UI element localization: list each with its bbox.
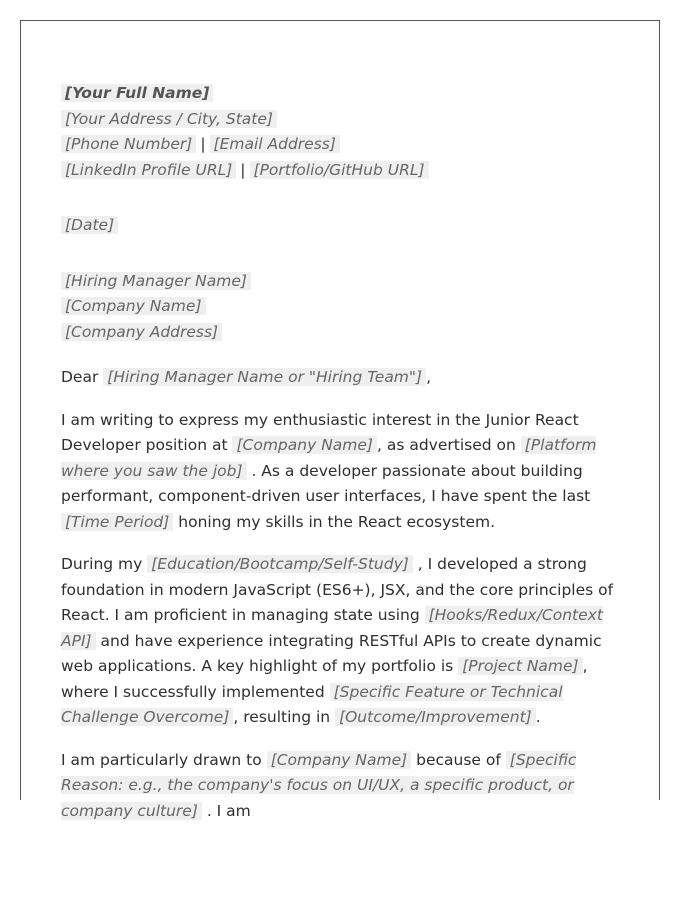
text-run: , where I successfully implemented xyxy=(61,657,588,701)
salutation-suffix: , xyxy=(426,368,432,386)
salutation-name-placeholder[interactable]: [Hiring Manager Name or "Hiring Team"] xyxy=(103,368,426,386)
phone-placeholder[interactable]: [Phone Number] xyxy=(61,135,196,153)
paragraph-experience xyxy=(61,552,619,731)
state-management-placeholder[interactable]: [Hooks/Redux/Context API] xyxy=(61,606,603,650)
spacer xyxy=(61,345,619,365)
date-placeholder[interactable]: [Date] xyxy=(61,216,118,234)
education-placeholder[interactable]: [Education/Bootcamp/Self-Study] xyxy=(147,555,413,573)
text-run: I am particularly drawn to xyxy=(61,750,262,769)
text-run: . I am xyxy=(206,801,251,820)
company-name-placeholder[interactable]: [Company Name] xyxy=(232,436,377,454)
email-placeholder[interactable]: [Email Address] xyxy=(210,135,340,153)
text-run: , resulting in xyxy=(233,708,331,726)
outcome-placeholder[interactable]: [Outcome/Improvement] xyxy=(335,708,536,726)
spacer xyxy=(61,239,619,269)
document-page xyxy=(20,20,660,820)
time-period-placeholder[interactable]: [Time Period] xyxy=(61,513,173,531)
full-name-placeholder[interactable]: [Your Full Name] xyxy=(61,84,213,102)
reason-placeholder[interactable]: [Specific Reason: e.g., the company's focus on UI/UX, a specific product, or company culture] xyxy=(61,750,577,820)
company-name-placeholder[interactable]: [Company Name] xyxy=(61,297,206,315)
feature-placeholder[interactable]: [Specific Feature or Technical Challenge Overcome] xyxy=(61,682,563,726)
address-placeholder[interactable]: [Your Address / City, State] xyxy=(61,110,277,128)
text-run: honing my skills in the React ecosystem. xyxy=(178,512,496,531)
text-run: and have experience integrating RESTful APIs to create dynamic web applications. A key highlight of my portfolio is xyxy=(61,631,602,675)
text-run: , I developed a strong foundation in modern JavaScript (ES6+), JSX, and the core principles of React. I am proficient in managing state using xyxy=(61,555,614,624)
cover-letter-body xyxy=(61,81,619,841)
company-name-placeholder[interactable]: [Company Name] xyxy=(267,751,412,769)
text-run: . As a developer passionate about building performant, component-driven user interfaces, I have spent the last xyxy=(61,461,591,505)
salutation xyxy=(61,365,619,391)
text-run: During my xyxy=(61,555,143,573)
recipient-info xyxy=(61,269,619,346)
company-address-placeholder[interactable]: [Company Address] xyxy=(61,323,222,341)
text-run: , as advertised on xyxy=(376,436,516,454)
spacer xyxy=(61,183,619,213)
text-run: . xyxy=(535,708,541,726)
sender-info xyxy=(61,81,619,183)
separator: | xyxy=(200,135,206,153)
platform-placeholder[interactable]: [Platform where you saw the job] xyxy=(61,436,597,480)
separator: | xyxy=(240,160,246,179)
text-run: because of xyxy=(416,750,501,769)
project-name-placeholder[interactable]: [Project Name] xyxy=(458,657,582,675)
paragraph-intro xyxy=(61,408,619,536)
linkedin-placeholder[interactable]: [LinkedIn Profile URL] xyxy=(61,161,236,179)
salutation-prefix: Dear xyxy=(61,368,99,386)
date-line xyxy=(61,213,619,239)
hiring-manager-placeholder[interactable]: [Hiring Manager Name] xyxy=(61,272,251,290)
paragraph-motivation xyxy=(61,748,619,825)
portfolio-placeholder[interactable]: [Portfolio/GitHub URL] xyxy=(250,161,429,179)
text-run: I am writing to express my enthusiastic interest in the Junior React Developer position at xyxy=(61,410,579,454)
